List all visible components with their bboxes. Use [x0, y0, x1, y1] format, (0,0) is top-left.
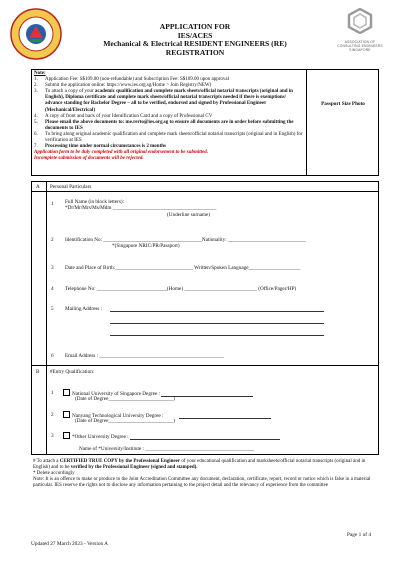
- aces-line3: SINGAPORE: [349, 47, 371, 52]
- field-num: 3: [51, 433, 54, 439]
- notes-heading: Note:: [34, 71, 46, 76]
- section-a-letter: A: [36, 184, 40, 190]
- other-checkbox[interactable]: [63, 432, 70, 439]
- warning-line1: Application form to be duly completed with all original endorsement to be submitted.: [34, 150, 209, 156]
- nus-date-field[interactable]: (Date of Degree_________________________): [75, 396, 175, 402]
- mailing-address-label: Mailing Address :: [65, 306, 103, 312]
- section-b-letter: B: [36, 369, 40, 375]
- hexagon-icon: [347, 8, 373, 34]
- section-a-title: Personal Particulars: [50, 184, 92, 190]
- section-b-title: #Entry Qualification:: [50, 369, 95, 375]
- form-box: [31, 181, 379, 455]
- field-num: 4: [51, 286, 54, 292]
- note-item: 4. A copy of front and back of your Identification Card and a copy of Professional CV: [34, 113, 213, 119]
- ntu-date-field[interactable]: (Date of Degree_________________________): [75, 418, 175, 424]
- footnote-delete: * Delete accordingly: [33, 471, 75, 477]
- nus-degree-label: National University of Singapore Degree :: [72, 391, 161, 397]
- header-line1: APPLICATION FOR: [159, 22, 231, 31]
- field-num: 2: [51, 412, 54, 418]
- ntu-degree-label: Nanyang Technological University Degree :: [72, 413, 164, 419]
- field-num: 2: [51, 237, 54, 243]
- passport-photo-box[interactable]: [306, 70, 379, 176]
- address-line[interactable]: [110, 323, 324, 324]
- footnote-offence-note: Note: It is an offence to make or produce to the Joint Accreditation Committee any document, declaration, certificate, report, record or notice which is false in a material particular. IES reserve the rights not to disclose any information pertaining to the project detail and the relevancy of experience from the committee: [33, 477, 371, 489]
- page-number: Page 1 of 4: [347, 532, 371, 538]
- notes-list: [34, 71, 304, 162]
- other-degree-blank[interactable]: [130, 434, 280, 440]
- address-line[interactable]: [110, 335, 324, 336]
- footnote: [33, 459, 378, 489]
- institute-name-field[interactable]: Name of *University/Institute : __________________________________________: [79, 446, 255, 452]
- field-num: 6: [51, 353, 54, 359]
- ies-logo: [10, 8, 62, 60]
- birth-language-field[interactable]: Date and Place of Birth:______________________________ Written/Spoken Language____________________: [65, 265, 301, 271]
- note-item: 2. Submit the application online: https://www.ies.org.sg/Home > Join Registry/NEW): [34, 83, 212, 89]
- aces-line1: ASSOCIATION OF: [344, 40, 376, 44]
- address-line[interactable]: [110, 311, 324, 312]
- field-num: 1: [51, 390, 54, 396]
- page-header: [70, 23, 320, 57]
- field-num: 5: [51, 306, 54, 312]
- full-name-label: Full Name (in block letters):: [65, 199, 125, 205]
- note-item: 3. To attach a copy of your academic qualification and complete mark sheets/official notarial transcripts (original and in English), Diploma certificate and complete mark sheets/official notarial transcripts needed if there is exemptions/ advance standing for Bachelor Degree – all to be verified, endorsed and signed by Professional Engineer (Mechanical/Electrical): [34, 89, 293, 113]
- note-item: 1. Application Fee: S$109.00 (non-refundable) and Subscription Fee: S$109.00 upon approval: [34, 77, 229, 83]
- header-line2: IES/ACES: [177, 30, 213, 40]
- header-line3: Mechanical & Electrical RESIDENT ENGINEERS (RE): [103, 39, 287, 49]
- header-line4: REGISTRATION: [165, 47, 225, 57]
- note-item: 5. Please email the above documents to: me.rerto@ies.org.sg to ensure all documents are in order before submitting the documents to IES: [34, 119, 294, 131]
- full-name-field[interactable]: *Dr/Mr/Mrs/Ms/Mdm ________________________________________: [65, 205, 217, 211]
- field-num: 3: [51, 265, 54, 271]
- note-item: 7. Processing time under normal circumstances is 2 months: [34, 144, 166, 150]
- nus-checkbox[interactable]: [63, 389, 70, 396]
- other-degree-option[interactable]: [63, 432, 280, 440]
- other-degree-label: *Other University Degree :: [72, 434, 129, 440]
- notes-box: [31, 69, 379, 176]
- photo-label: Passport Size Photo: [321, 101, 365, 107]
- version-info: Updated 27 March 2023 - Version A: [31, 541, 108, 547]
- aces-logo: [330, 8, 390, 64]
- aces-line2: CONSULTING ENGINEERS: [337, 43, 383, 48]
- warning-line2: Incomplete submission of documents will be rejected.: [34, 156, 144, 162]
- field-num: 1: [51, 201, 54, 207]
- note-item: 6. To bring along original academic qualification and complete mark sheets/official notarial transcripts (original and in English) for verification at IES: [34, 131, 303, 144]
- email-field[interactable]: Email Address : ________________________________________________: [65, 353, 224, 359]
- telephone-field[interactable]: Telephone No: ___________________________(Home) ____________________________ (Office/Pager/HP): [65, 286, 297, 292]
- identification-field[interactable]: Identification No: ______________________________________Nationality: ______________________________: [65, 237, 306, 243]
- ntu-checkbox[interactable]: [63, 411, 70, 418]
- full-name-hint: (Underline surname): [167, 212, 211, 218]
- ntu-degree-blank[interactable]: [179, 413, 271, 419]
- footnote-certify: # To attach a CERTIFIED TRUE COPY by the Professional Engineer of your educational qualification and marksheets/official notarial transcripts (original and in English) and to be verified by the Professional Engineer (signed and stamped).: [33, 459, 366, 471]
- identification-hint: *(Singapore NRIC/PR/Passport): [112, 243, 180, 249]
- nus-degree-blank[interactable]: [161, 391, 253, 397]
